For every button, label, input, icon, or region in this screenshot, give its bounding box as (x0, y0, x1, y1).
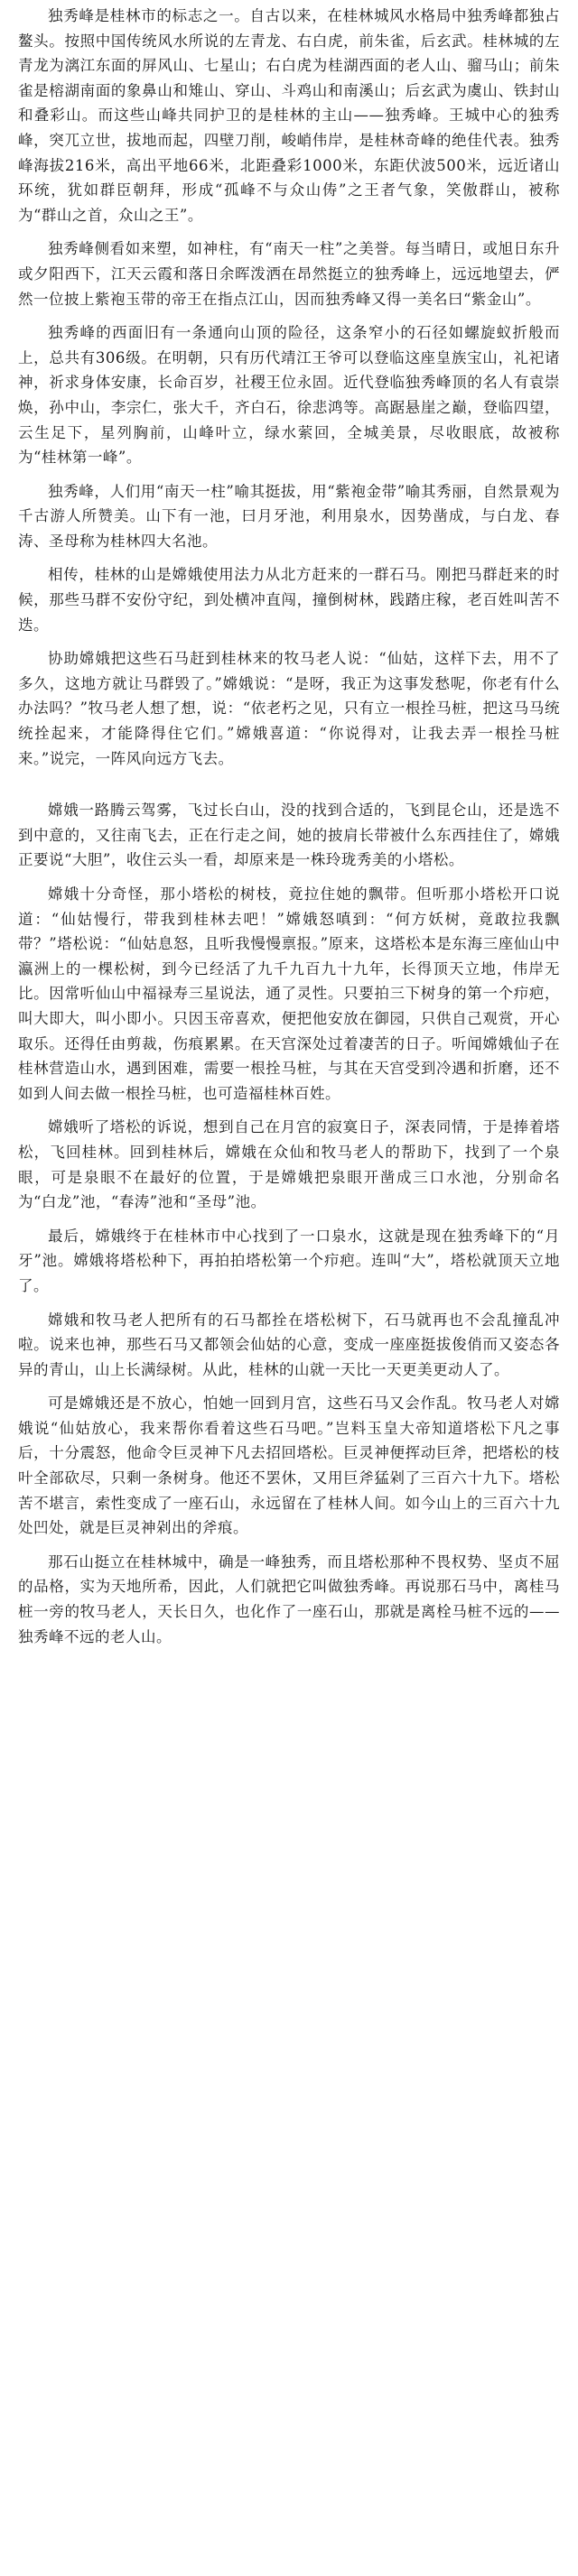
paragraph-spacer (18, 1541, 560, 1550)
paragraph-spacer (18, 1215, 560, 1224)
paragraph-4: 独秀峰，人们用“南天一柱”喻其挺拔，用“紫袍金带”喻其秀丽，自然景观为千古游人所赞美。山下有一池，曰月牙池，利用泉水，因势凿成，与白龙、春涛、圣母称为桂林四大名池。 (18, 482, 560, 550)
paragraph-spacer (18, 311, 560, 320)
paragraph-7: 嫦娥一路腾云驾雾，飞过长白山，没的找到合适的，飞到昆仑山，还是选不到中意的，又往南飞去，正在行走之间，她的披肩长带被什么东西挂住了，嫦娥正要说“大胆”，收住云头一看，却原来是一株玲珑秀美的小塔松。 (18, 802, 560, 869)
paragraph-spacer (18, 227, 560, 236)
paragraph-spacer (18, 771, 560, 798)
paragraph-spacer (18, 470, 560, 479)
paragraph-spacer (18, 1106, 560, 1115)
paragraph-5: 相传，桂林的山是嫦娥使用法力从北方赶来的一群石马。刚把马群赶来的时候，那些马群不安份守纪，到处横冲直闯，撞倒树林，践踏庄稼，老百姓叫苦不迭。 (18, 566, 560, 634)
paragraph-11: 嫦娥和牧马老人把所有的石马都拴在塔松树下，石马就再也不会乱撞乱冲啦。说来也神，那些石马又都领会仙姑的心意，变成一座座挺拔俊俏而又姿态各异的青山，山上长满绿树。从此，桂林的山就一天比一天更美更动人了。 (18, 1311, 560, 1378)
paragraph-12: 可是嫦娥还是不放心，怕她一回到月宫，这些石马又会作乱。牧马老人对嫦娥说“仙姑放心，我来帮你看着这些石马吧。”岂料玉皇大帝知道塔松下凡之事后，十分震怒，他命令巨灵神下凡去招回塔松。巨灵神便挥动巨斧，把塔松的枝叶全部砍尽，只剩一条树身。他还不罢休，又用巨斧猛剁了三百六十九下。塔松苦不堪言，索性变成了一座石山，永远留在了桂林人间。如今山上的三百六十九处凹处，就是巨灵神剁出的斧痕。 (18, 1395, 560, 1537)
paragraph-3: 独秀峰的西面旧有一条通向山顶的险径，这条窄小的石径如螺旋蚁折般而上，总共有306级。在明朝，只有历代靖江王爷可以登临这座皇族宝山，礼祀诸神，祈求身体安康，长命百岁，社稷王位永固。近代登临独秀峰顶的名人有袁崇焕，孙中山，李宗仁，张大千，齐白石，徐悲鸿等。高踞悬崖之巅，登临四望，云生足下，星列胸前，山峰叶立，绿水萦回，全城美景，尽收眼底，故被称为“桂林第一峰”。 (18, 324, 560, 467)
paragraph-spacer (18, 873, 560, 882)
paragraph-8: 嫦娥十分奇怪，那小塔松的树枝，竟拉住她的飘带。但听那小塔松开口说道：“仙姑慢行，带我到桂林去吧！”嫦娥怒嗔到：“何方妖树，竟敢拉我飘带？”塔松说：“仙姑息怒，且听我慢慢禀报。”原来，这塔松本是东海三座仙山中瀛洲上的一棵松树，到今已经活了九千九百九十九年，长得顶天立地，伟岸无比。因常听仙山中福禄寿三星说法，通了灵性。只要拍三下树身的第一个疖疤，叫大即大，叫小即小。只因玉帝喜欢，便把他安放在御园，只供自己观赏，开心取乐。还得任由剪裁，伤痕累累。在天宫深处过着凄苦的日子。听闻嫦娥仙子在桂林营造山水，遇到困难，需要一根拴马桩，与其在天宫受到冷遇和折磨，还不如到人间去做一根拴马桩，也可造福桂林百姓。 (18, 885, 560, 1102)
paragraph-spacer (18, 1299, 560, 1308)
paragraph-spacer (18, 1382, 560, 1391)
paragraph-6: 协助嫦娥把这些石马赶到桂林来的牧马老人说：“仙姑，这样下去，用不了多久，这地方就让马群毁了。”嫦娥说：“是呀，我正为这事发愁呢，你老有什么办法吗？”牧马老人想了想，说：“依老朽之见，只有立一根拴马桩，把这马马统统拴起来，才能降得住它们。”嫦娥喜道：“你说得对，让我去弄一根拴马桩来。”说完，一阵风向远方飞去。 (18, 650, 560, 767)
paragraph-spacer (18, 553, 560, 562)
paragraph-spacer (18, 637, 560, 646)
paragraph-9: 嫦娥听了塔松的诉说，想到自己在月宫的寂寞日子，深表同情，于是捧着塔松，飞回桂林。回到桂林后，嫦娥在众仙和牧马老人的帮助下，找到了一个泉眼，可是泉眼不在最好的位置，于是嫦娥把泉眼开凿成三口水池，分别命名为“白龙”池，“春涛”池和“圣母”池。 (18, 1118, 560, 1211)
paragraph-2: 独秀峰侧看如来塑，如神柱，有“南天一柱”之美誉。每当晴日，或旭日东升或夕阳西下，江天云霞和落日余晖泼洒在昂然挺立的独秀峰上，远远地望去，俨然一位披上紫袍玉带的帝王在指点江山，因而独秀峰又得一美名曰“紫金山”。 (18, 240, 560, 308)
paragraph-10: 最后，嫦娥终于在桂林市中心找到了一口泉水，这就是现在独秀峰下的“月牙”池。嫦娥将塔松种下，再拍拍塔松第一个疖疤。连叫“大”，塔松就顶天立地了。 (18, 1227, 560, 1294)
paragraph-13: 那石山挺立在桂林城中，确是一峰独秀，而且塔松那种不畏权势、坚贞不屈的品格，实为天地所希，因此，人们就把它叫做独秀峰。再说那石马中，离桂马桩一旁的牧马老人，天长日久，也化作了一座石山，那就是离栓马桩不远的——独秀峰不远的老人山。 (18, 1552, 560, 1645)
paragraph-1: 独秀峰是桂林市的标志之一。自古以来，在桂林城风水格局中独秀峰都独占鳌头。按照中国传统风水所说的左青龙、右白虎，前朱雀，后玄武。桂林城的左青龙为漓江东面的屏风山、七星山；右白虎为桂湖西面的老人山、骝马山；前朱雀是榕湖南面的象鼻山和雉山、穿山、斗鸡山和南溪山；后玄武为虞山、铁封山和叠彩山。而这些山峰共同护卫的是桂林的主山——独秀峰。王城中心的独秀峰，突兀立世，拔地而起，四壁刀削，峻峭伟岸，是桂林奇峰的绝佳代表。独秀峰海拔216米，高出平地66米，北距叠彩1000米，东距伏波500米，远近诸山环统，犹如群臣朝拜，形成“孤峰不与众山俦”之王者气象，笑傲群山，被称为“群山之首，众山之王”。 (18, 7, 560, 224)
